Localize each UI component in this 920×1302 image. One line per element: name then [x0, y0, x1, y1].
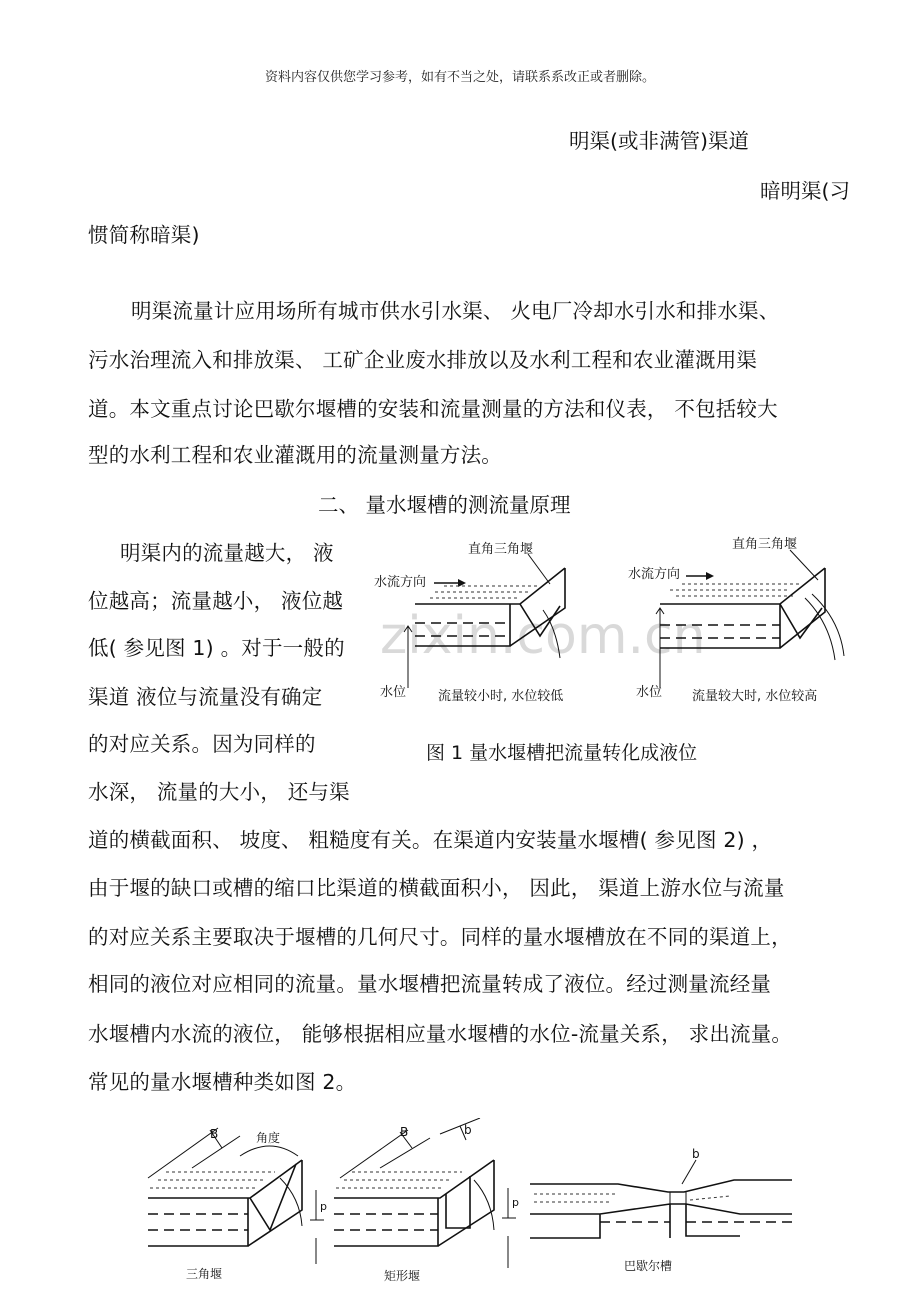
- section-title: 二、 量水堰槽的测流量原理: [318, 493, 571, 517]
- para2-left-line-3: 低( 参见图 1) 。对于一般的: [88, 636, 345, 660]
- figure2-rectangle-weir: [334, 1118, 519, 1283]
- para2-line-3: 的对应关系主要取决于堰槽的几何尺寸。同样的量水堰槽放在不同的渠道上，: [88, 925, 792, 949]
- figure1-watermark: zixin.com.cn: [380, 606, 706, 666]
- tri-channel: [148, 1160, 302, 1246]
- figure1-diagram: [360, 528, 880, 718]
- rect-nappe: [474, 1180, 494, 1230]
- left-water-surface: [430, 586, 540, 598]
- tri-dim-b-line: [148, 1128, 240, 1178]
- right-level-label: 水位: [636, 685, 663, 700]
- para1-line-3: 道。本文重点讨论巴歇尔堰槽的安装和流量测量的方法和仪表， 不包括较大: [88, 397, 778, 421]
- para2-line-2: 由于堰的缺口或槽的缩口比渠道的横截面积小， 因此， 渠道上游水位与流量: [88, 876, 785, 900]
- para2-line-6: 常见的量水堰槽种类如图 2。: [88, 1070, 357, 1094]
- rect-dim-p: p: [512, 1196, 519, 1209]
- right-v-notch: [780, 604, 822, 638]
- parshall-dim-small-b: b: [692, 1147, 700, 1161]
- rect-dim-b: B: [400, 1125, 409, 1139]
- tri-label: 三角堰: [186, 1267, 223, 1281]
- rect-notch: [446, 1176, 470, 1228]
- parshall-outline: [530, 1180, 792, 1238]
- parshall-dim-leader: [682, 1160, 696, 1184]
- para1-line-4: 型的水利工程和农业灌溉用的流量测量方法。: [88, 443, 502, 467]
- rect-water-lines: [334, 1214, 438, 1230]
- para2-line-5: 水堰槽内水流的液位， 能够根据相应量水堰槽的水位-流量关系， 求出流量。: [88, 1022, 793, 1046]
- left-level-label: 水位: [380, 685, 407, 700]
- tri-water-lines: [148, 1214, 248, 1230]
- top-line-1: 明渠(或非满管)渠道: [569, 129, 749, 153]
- rect-water-surface: [336, 1172, 462, 1188]
- right-state-label: 流量较大时, 水位较高: [692, 689, 818, 704]
- rect-dim-small-b-line: [440, 1118, 480, 1140]
- parshall-water-surface: [534, 1194, 730, 1202]
- tri-angle-arc: [240, 1146, 298, 1156]
- para1-line-1: 明渠流量计应用场所有城市供水引水渠、 火电厂冷却水引水和排水渠、: [131, 299, 780, 323]
- right-flow-arrowhead: [706, 572, 714, 580]
- tri-water-surface: [150, 1172, 275, 1188]
- rect-label: 矩形堰: [384, 1269, 421, 1283]
- right-water-surface: [670, 584, 802, 596]
- para2-left-line-2: 位越高；流量越小， 液位越: [88, 589, 344, 613]
- para2-left-line-5: 的对应关系。因为同样的: [88, 732, 316, 756]
- tri-v-notch: [250, 1164, 296, 1230]
- top-line-3: 惯简称暗渠): [88, 223, 200, 247]
- figure2-parshall-flume: [530, 1147, 792, 1273]
- tri-dim-p: p: [320, 1200, 327, 1213]
- figure1-caption: 图 1 量水堰槽把流量转化成液位: [426, 742, 698, 764]
- figure2-triangle-weir: [148, 1127, 327, 1281]
- tri-nappe: [280, 1178, 302, 1226]
- left-state-label: 流量较小时, 水位较低: [438, 689, 564, 704]
- figure2-diagram: [130, 1118, 810, 1298]
- top-line-2: 暗明渠(习: [760, 179, 850, 203]
- right-weir-label: 直角三角堰: [732, 537, 798, 552]
- rect-dim-small-b: b: [464, 1123, 472, 1137]
- para1-line-2: 污水治理流入和排放渠、 工矿企业废水排放以及水利工程和农业灌溉用渠: [88, 348, 758, 372]
- para2-line-4: 相同的液位对应相同的流量。量水堰槽把流量转成了液位。经过测量流经量: [88, 972, 772, 996]
- left-weir-label: 直角三角堰: [468, 542, 534, 557]
- parshall-throat: [670, 1192, 686, 1204]
- para2-left-line-1: 明渠内的流量越大， 液: [120, 541, 334, 565]
- parshall-label: 巴歇尔槽: [624, 1259, 673, 1273]
- para2-left-line-4: 渠道 液位与流量没有确定: [88, 685, 323, 709]
- right-weir-leader: [790, 550, 818, 580]
- header-note: 资料内容仅供您学习参考，如有不当之处，请联系系改正或者删除。: [264, 70, 655, 85]
- figure1-right-panel: [628, 536, 844, 704]
- left-flow-label: 水流方向: [374, 575, 427, 590]
- para2-left-line-6: 水深， 流量的大小， 还与渠: [88, 780, 350, 804]
- right-flow-label: 水流方向: [628, 567, 681, 582]
- para2-line-1: 道的横截面积、 坡度、 粗糙度有关。在渠道内安装量水堰槽( 参见图 2) ，: [88, 828, 773, 852]
- tri-dim-b: B: [210, 1127, 219, 1141]
- rect-dim-b-line: [340, 1130, 430, 1178]
- left-weir-leader: [528, 554, 550, 584]
- tri-angle-label: 角度: [256, 1131, 281, 1145]
